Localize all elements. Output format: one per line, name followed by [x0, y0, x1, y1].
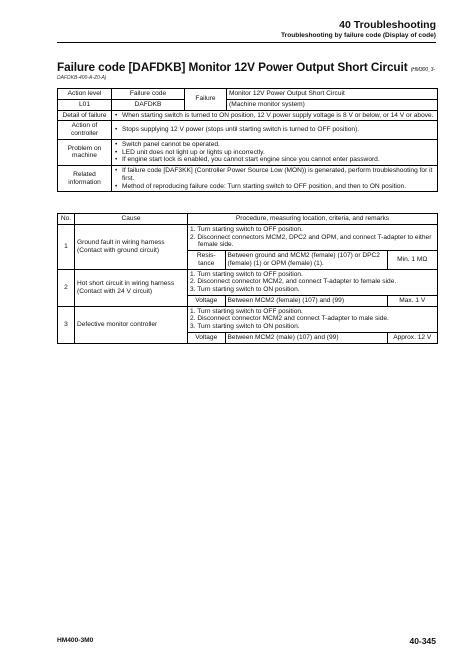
related-item: • If failure code [DAF3KK] (Controller Power Source Low (MON)) is generated, perform troubleshooting for it first. [122, 167, 435, 183]
problem-item: • If engine start lock is enabled, you cannot start engine since you cannot enter password. [122, 156, 435, 164]
failure-label: Failure [185, 89, 227, 111]
procedure-row [58, 306, 438, 343]
measurement-location: Between MCM2 (male) (107) and (99) [225, 332, 387, 342]
row-number: 3 [58, 306, 75, 343]
procedure-row [58, 224, 438, 269]
reference-code: DAFDKB-400-A-Z0-A) [57, 75, 107, 81]
procedure-cell [188, 224, 438, 269]
measurement-location: Between MCM2 (female) (107) and (99) [225, 295, 387, 305]
measurement-criteria: Approx. 12 V [387, 332, 437, 342]
measurement-type: Resis-tance [188, 251, 225, 269]
footer-page-number: 40-345 [409, 636, 436, 646]
problem-label: Problem on machine [58, 139, 112, 165]
procedure-header: Procedure, measuring location, criteria, and remarks [188, 214, 438, 225]
measurement-criteria: Min. 1 MΩ [387, 251, 437, 269]
failure-info-table [57, 88, 438, 192]
measurement-type: Voltage [188, 332, 225, 342]
failure-system: (Machine monitor system) [227, 99, 438, 110]
row-number: 1 [58, 224, 75, 269]
procedure-step: 3. Turn starting switch to ON position. [190, 323, 300, 331]
page-title-code: (HM300_3- [410, 67, 435, 73]
detail-label: Detail of failure [58, 110, 112, 121]
no-header: No. [58, 214, 75, 225]
measurement-row [188, 251, 437, 269]
detail-cell [112, 110, 438, 121]
section-title: 40 Troubleshooting [339, 19, 436, 31]
failure-code-header: Failure code [112, 89, 185, 100]
procedure-step: 2. Disconnect connectors MCM2, DPC2 and OPM, and connect T-adapter to either female side. [190, 233, 432, 249]
section-subtitle: Troubleshooting by failure code (Display of code) [281, 32, 436, 39]
measurement-location: Between ground and MCM2 (female) (107) or DPC2 (female) (1) or OPM (female) (1). [225, 251, 387, 269]
related-cell [112, 166, 438, 192]
detail-item: • When starting switch is turned to ON position, 12 V power supply voltage is 8 V or below, or 14 V or above. [122, 112, 435, 120]
measurement-table [188, 250, 437, 269]
procedure-step: 1. Turn starting switch to OFF position. [190, 307, 303, 315]
procedure-step: 3. Turn starting switch to ON position. [190, 286, 300, 294]
measurement-table [188, 295, 437, 306]
procedure-step: 1. Turn starting switch to OFF position. [190, 225, 303, 233]
problem-item: • LED unit does not light up or lights up incorrectly. [122, 149, 435, 157]
procedure-table [57, 213, 438, 344]
related-label: Related information [58, 166, 112, 192]
cause-header: Cause [75, 214, 188, 225]
procedure-cell [188, 269, 438, 306]
problem-row [58, 139, 438, 165]
measurement-criteria: Max. 1 V [387, 295, 437, 305]
cause-cell: Hot short circuit in wiring harness (Contact with 24 V circuit) [75, 269, 188, 306]
action-row [58, 121, 438, 140]
info-value-row [58, 99, 438, 110]
measurement-row [188, 295, 437, 305]
procedure-row [58, 269, 438, 306]
action-item: • Stops supplying 12 V power (stops until starting switch is turned to OFF position). [122, 126, 435, 134]
related-item: • Method of reproducing failure code: Turn starting switch to OFF position, and then to ON position. [122, 183, 435, 191]
action-level-header: Action level [58, 89, 112, 100]
failure-name: Monitor 12V Power Output Short Circuit [227, 89, 438, 100]
action-label: Action of controller [58, 121, 112, 140]
info-header-row [58, 89, 438, 100]
page-title [57, 60, 435, 74]
related-row [58, 166, 438, 192]
procedure-step: 1. Turn starting switch to OFF position. [190, 270, 303, 278]
cause-cell: Ground fault in wiring harness (Contact with ground circuit) [75, 224, 188, 269]
failure-code-value: DAFDKB [112, 99, 185, 110]
problem-cell [112, 139, 438, 165]
row-number: 2 [58, 269, 75, 306]
measurement-type: Voltage [188, 295, 225, 305]
header-divider [57, 42, 436, 43]
action-level-value: L01 [58, 99, 112, 110]
footer-model: HM400-3M0 [57, 637, 94, 644]
problem-item: • Switch panel cannot be operated. [122, 141, 435, 149]
procedure-step: 2. Disconnect connector MCM2 and connect T-adapter to male side. [190, 315, 389, 323]
cause-cell: Defective monitor controller [75, 306, 188, 343]
measurement-row [188, 332, 437, 342]
procedure-header-row [58, 214, 438, 225]
procedure-step: 2. Disconnect connector MCM2, and connect T-adapter to female side. [190, 278, 397, 286]
measurement-table [188, 332, 437, 343]
procedure-cell [188, 306, 438, 343]
action-cell [112, 121, 438, 140]
page-title-text: Failure code [DAFDKB] Monitor 12V Power Output Short Circuit [57, 60, 408, 74]
detail-row [58, 110, 438, 121]
